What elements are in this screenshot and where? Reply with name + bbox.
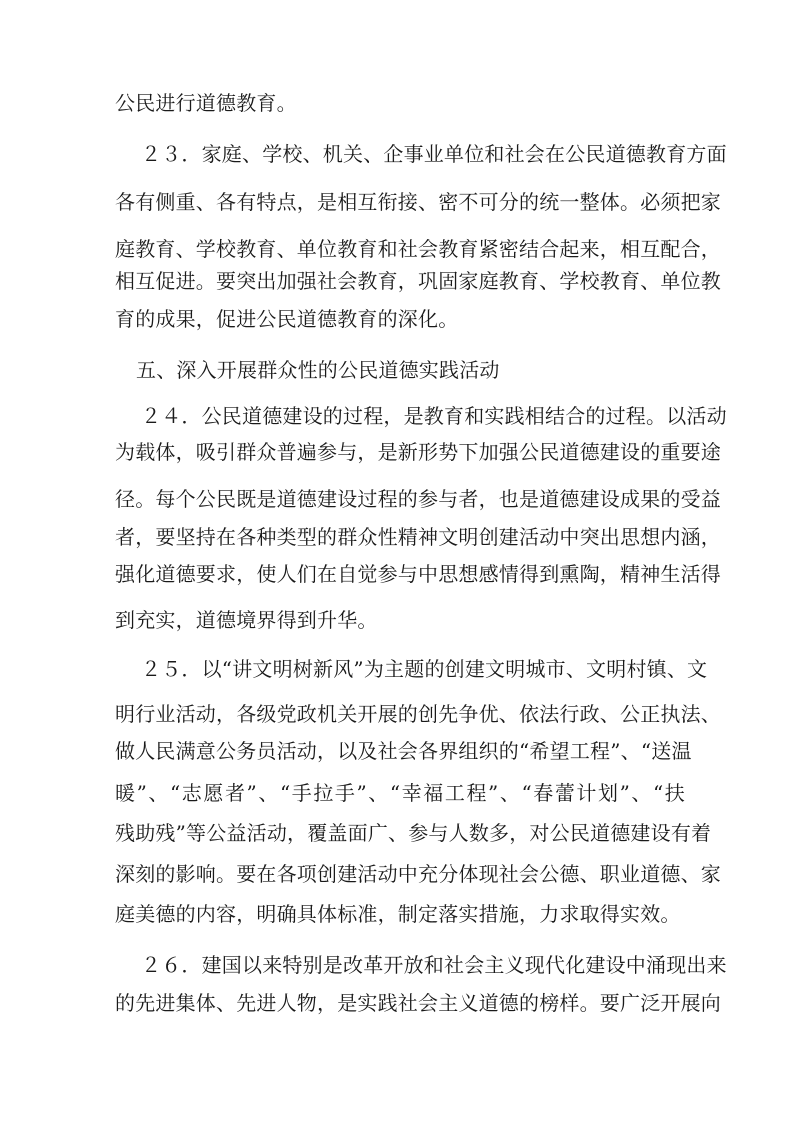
text-line: 暖”、“志愿者”、“手拉手”、“幸福工程”、“春蕾计划”、“扶	[115, 781, 685, 805]
text-line: 做人民满意公务员活动，以及社会各界组织的“希望工程”、“送温	[115, 739, 692, 763]
text-line: 育的成果，促进公民道德教育的深化。	[115, 307, 459, 331]
text-line: 各有侧重、各有特点，是相互衔接、密不可分的统一整体。必须把家	[115, 190, 721, 214]
paragraph-23-line: ２３．家庭、学校、机关、企事业单位和社会在公民道德教育方面	[141, 142, 727, 166]
text-line: 深刻的影响。要在各项创建活动中充分体现社会公德、职业道德、家	[115, 862, 721, 886]
text-line: 公民进行道德教育。	[115, 91, 297, 115]
paragraph-24-line: ２４．公民道德建设的过程，是教育和实践相结合的过程。以活动	[141, 404, 727, 428]
text-line: 庭教育、学校教育、单位教育和社会教育紧密结合起来，相互配合，	[115, 237, 721, 261]
text-line: 庭美德的内容，明确具体标准，制定落实措施，力求取得实效。	[115, 902, 681, 926]
text-line: 强化道德要求，使人们在自觉参与中思想感情得到熏陶，精神生活得	[115, 562, 721, 586]
paragraph-26-line: ２６．建国以来特别是改革开放和社会主义现代化建设中涌现出来	[141, 953, 727, 977]
text-line: 者，要坚持在各种类型的群众性精神文明创建活动中突出思想内涵，	[115, 525, 721, 549]
text-line: 到充实，道德境界得到升华。	[115, 608, 378, 632]
text-line: 径。每个公民既是道德建设过程的参与者，也是道德建设成果的受益	[115, 487, 721, 511]
section-heading: 五、深入开展群众性的公民道德实践活动	[136, 358, 500, 382]
text-line: 残助残”等公益活动，覆盖面广、参与人数多，对公民道德建设有着	[115, 821, 712, 845]
text-line: 相互促进。要突出加强社会教育，巩固家庭教育、学校教育、单位教	[115, 269, 721, 293]
paragraph-25-line: ２５．以“讲文明树新风”为主题的创建文明城市、文明村镇、文	[141, 657, 708, 681]
text-line: 为载体，吸引群众普遍参与，是新形势下加强公民道德建设的重要途	[115, 440, 721, 464]
text-line: 的先进集体、先进人物，是实践社会主义道德的榜样。要广泛开展向	[115, 991, 721, 1015]
text-line: 明行业活动，各级党政机关开展的创先争优、依法行政、公正执法、	[115, 702, 721, 726]
